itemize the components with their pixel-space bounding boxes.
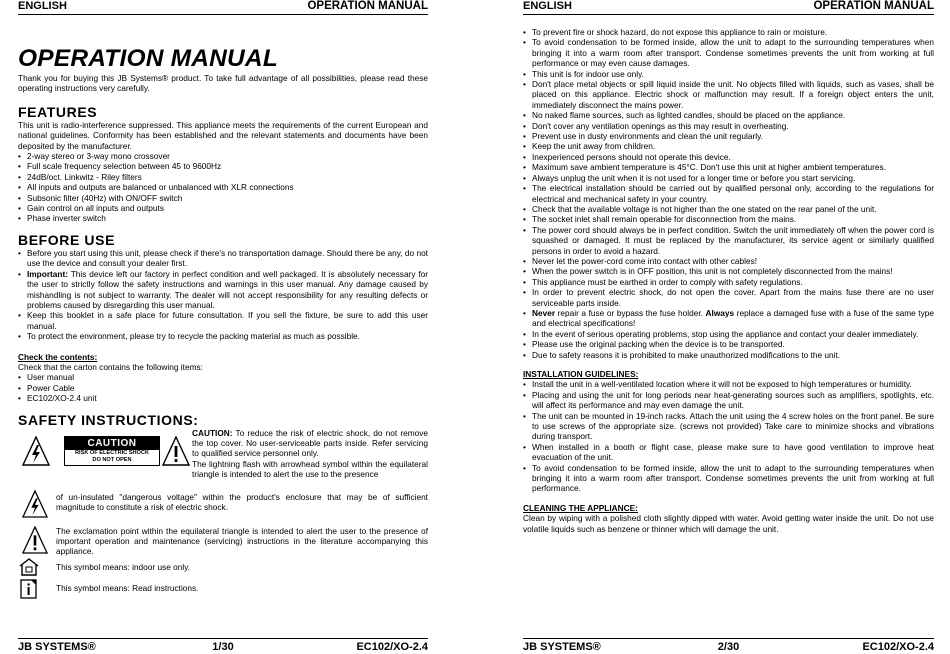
installation-heading: INSTALLATION GUIDELINES: <box>523 369 639 379</box>
list-item: • Prevent use in dusty environments and clean the unit regularly. <box>523 131 934 141</box>
important-label: Important: <box>27 268 69 279</box>
header-language: ENGLISH <box>18 0 67 12</box>
safety-list <box>523 27 934 360</box>
exclamation-symbol-icon <box>22 526 48 554</box>
contents-list <box>18 372 428 403</box>
contents-text: Check that the carton contains the following items: <box>18 361 203 372</box>
list-item: • Please use the original packing when the device is to be transported. <box>523 339 934 349</box>
list-item: • Important: This device left our factory in perfect condition and well packaged. It is absolutely necessary for the user to strictly follow the safety instructions and warnings in this user manual. Any damage caused by mishandling is not subject to warranty. The dealer will not accept responsibility for any resulting defects or problems caused by disregarding this user manual. <box>18 269 428 311</box>
list-item: • This appliance must be earthed in order to comply with safety regulations. <box>523 277 934 287</box>
caution-label: CAUTION <box>65 437 159 450</box>
footer-page-number: 2/30 <box>717 641 740 653</box>
list-item: • Inexperienced persons should not operate this device. <box>523 152 934 162</box>
list-item: • The power cord should always be in perfect condition. Switch the unit immediately off when the power cord is squashed or damaged. It must be replaced by the manufacturer, its service agent or similarly qualified persons in order to avoid a hazard. <box>523 225 934 256</box>
list-item: • Check that the available voltage is not higher than the one stated on the rear panel of the unit. <box>523 204 934 214</box>
list-item: • No naked flame sources, such as lighted candles, should be placed on the appliance. <box>523 110 934 120</box>
installation-list <box>523 379 934 493</box>
list-item: • Never repair a fuse or bypass the fuse holder. Always replace a damaged fuse with a fuse of the same type and electrical specifications! <box>523 308 934 329</box>
features-list <box>18 151 428 224</box>
list-item: • Full scale frequency selection between 45 to 9600Hz <box>18 161 428 171</box>
list-item: • To protect the environment, please try to recycle the packing material as much as possible. <box>18 331 428 341</box>
header-doc-title: OPERATION MANUAL <box>307 0 428 12</box>
lightning-warning-icon <box>22 436 50 466</box>
list-item: • This unit is for indoor use only. <box>523 69 934 79</box>
header-doc-title: OPERATION MANUAL <box>813 0 934 12</box>
left-content <box>18 46 428 605</box>
exclamation-warning-icon <box>162 436 190 466</box>
intro-text: Thank you for buying this JB Systems® product. To take full advantage of all possibilities, please read these operating instructions very carefully. <box>18 73 428 94</box>
list-item: • The socket inlet shall remain operable for disconnection from the mains. <box>523 214 934 224</box>
list-item: • When the power switch is in OFF position, this unit is not completely disconnected from the mains! <box>523 266 934 276</box>
list-item: • All inputs and outputs are balanced or unbalanced with XLR connections <box>18 182 428 192</box>
lightning-text-1: The lightning flash with arrowhead symbol within the equilateral triangle is intended to alert the use to the presence <box>192 458 428 479</box>
caution-block <box>18 428 428 492</box>
page-left <box>18 0 428 654</box>
contents-heading: Check the contents: <box>18 351 98 362</box>
list-item: • Keep this booklet in a safe place for future consultation. If you sell the fixture, be sure to add this user manual. <box>18 310 428 331</box>
list-item: • Gain control on all inputs and outputs <box>18 203 428 213</box>
read-instructions-icon <box>18 578 40 600</box>
list-item: • Maximum save ambient temperature is 45°C. Don't use this unit at higher ambient temperatures. <box>523 162 934 172</box>
safety-heading: SAFETY INSTRUCTIONS: <box>18 411 199 428</box>
list-item: • EC102/XO-2.4 unit <box>18 393 428 403</box>
list-item: • To avoid condensation to be formed inside, allow the unit to adapt to the surrounding temperatures when bringing it into a warm room after transport. Condense sometimes prevents the unit from working at full performance. <box>523 463 934 494</box>
list-item: • Don't place metal objects or spill liquid inside the unit. No objects filled with liquids, such as vases, shall be placed on this appliance. Electric shock or malfunction may result. If a foreign object enters the unit, immediately disconnect the mains power. <box>523 79 934 110</box>
list-item: • Phase inverter switch <box>18 213 428 223</box>
footer-brand: JB SYSTEMS® <box>18 641 96 653</box>
list-item: • Never let the power-cord come into contact with other cables! <box>523 256 934 266</box>
exclamation-text: The exclamation point within the equilateral triangle is intended to alert the user to the presence of important operation and maintenance (servicing) instructions in the literature accompanying this appliance. <box>56 525 428 557</box>
before-use-list <box>18 248 428 342</box>
list-item: • Power Cable <box>18 383 428 393</box>
footer-brand: JB SYSTEMS® <box>523 641 601 653</box>
caution-label-box <box>64 436 160 466</box>
list-item: • Placing and using the unit for long periods near heat-generating sources such as amplifiers, spotlights, etc. will affect its performance and may even damage the unit. <box>523 390 934 411</box>
footer-model: EC102/XO-2.4 <box>862 641 934 653</box>
page-header <box>18 0 428 15</box>
exclamation-block <box>18 526 428 560</box>
list-item: • When installed in a booth or flight case, please make sure to have good ventilation to improve heat evacuation of the unit. <box>523 442 934 463</box>
list-item: • Before you start using this unit, please check if there's no transportation damage. Should there be any, do not use the device and consult your dealer first. <box>18 248 428 269</box>
list-item: • The electrical installation should be carried out by qualified personal only, according to the regulations for electrical and mechanical safety in your country. <box>523 183 934 204</box>
cleaning-text: Clean by wiping with a polished cloth slightly dipped with water. Avoid getting water inside the unit. Do not use volatile liquids such as benzene or thinner which will damage the unit. <box>523 513 934 534</box>
read-text: This symbol means: Read instructions. <box>56 582 199 593</box>
caution-sub2: DO NOT OPEN <box>92 456 132 463</box>
lightning-block <box>18 492 428 522</box>
list-item: • Don't cover any ventilation openings as this may result in overheating. <box>523 121 934 131</box>
read-block <box>18 583 428 605</box>
cleaning-heading: CLEANING THE APPLIANCE: <box>523 502 638 513</box>
footer-page-number: 1/30 <box>212 641 234 653</box>
caution-text: CAUTION: To reduce the risk of electric shock, do not remove the top cover. No user-serviceable parts inside. Refer servicing to qualified service personnel only. <box>192 427 428 459</box>
list-item: • 2-way stereo or 3-way mono crossover <box>18 151 428 161</box>
page-header <box>523 0 934 15</box>
caution-sub1: RISK OF ELECTRIC SHOCK <box>75 449 149 456</box>
list-item: • To prevent fire or shock hazard, do not expose this appliance to rain or moisture. <box>523 27 934 37</box>
features-text: This unit is radio-interference suppressed. This appliance meets the requirements of the current European and national guidelines. Conformity has been established and the relevant statements and documents have been deposited by the manufacturer. <box>18 119 428 151</box>
before-use-heading: BEFORE USE <box>18 231 116 248</box>
list-item: • Subsonic filter (40Hz) with ON/OFF switch <box>18 193 428 203</box>
indoor-house-icon <box>18 557 40 577</box>
right-content <box>523 27 934 534</box>
indoor-block <box>18 562 428 582</box>
page-right <box>523 0 934 654</box>
list-item: • Install the unit in a well-ventilated location where it will not be exposed to high temperatures or humidity. <box>523 379 934 389</box>
list-item: • To avoid condensation to be formed inside, allow the unit to adapt to the surrounding temperatures when bringing it into a warm room after transport. Condense sometimes prevents the unit from working at full performance or may even cause damages. <box>523 37 934 68</box>
list-item: • In the event of serious operating problems, stop using the appliance and contact your dealer immediately. <box>523 329 934 339</box>
list-item: • Keep the unit away from children. <box>523 141 934 151</box>
list-item: • 24dB/oct. Linkwitz - Riley filters <box>18 172 428 182</box>
page-footer <box>18 638 428 653</box>
lightning-symbol-icon <box>22 490 48 518</box>
manual-title: OPERATION MANUAL <box>18 45 278 72</box>
list-item: • Always unplug the unit when it is not used for a longer time or before you start servicing. <box>523 173 934 183</box>
page-footer <box>523 638 934 653</box>
list-item: • Due to safety reasons it is prohibited to make unauthorized modifications to the unit. <box>523 350 934 360</box>
list-item: • User manual <box>18 372 428 382</box>
footer-model: EC102/XO-2.4 <box>356 641 428 653</box>
features-heading: FEATURES <box>18 103 98 120</box>
header-language: ENGLISH <box>523 0 572 12</box>
indoor-text: This symbol means: indoor use only. <box>56 561 191 572</box>
list-item: • In order to prevent electric shock, do not open the cover. Apart from the mains fuse there are no user serviceable parts inside. <box>523 287 934 308</box>
list-item: • The unit can be mounted in 19-inch racks. Attach the unit using the 4 screw holes on the front panel. Be sure to use screws of the appropriate size. (screws not provided) Take care to minimize shocks and vibrations during transport. <box>523 411 934 442</box>
lightning-text-2: of un-insulated "dangerous voltage" within the product's enclosure that may be of sufficient magnitude to constitute a risk of electric shock. <box>56 491 428 512</box>
